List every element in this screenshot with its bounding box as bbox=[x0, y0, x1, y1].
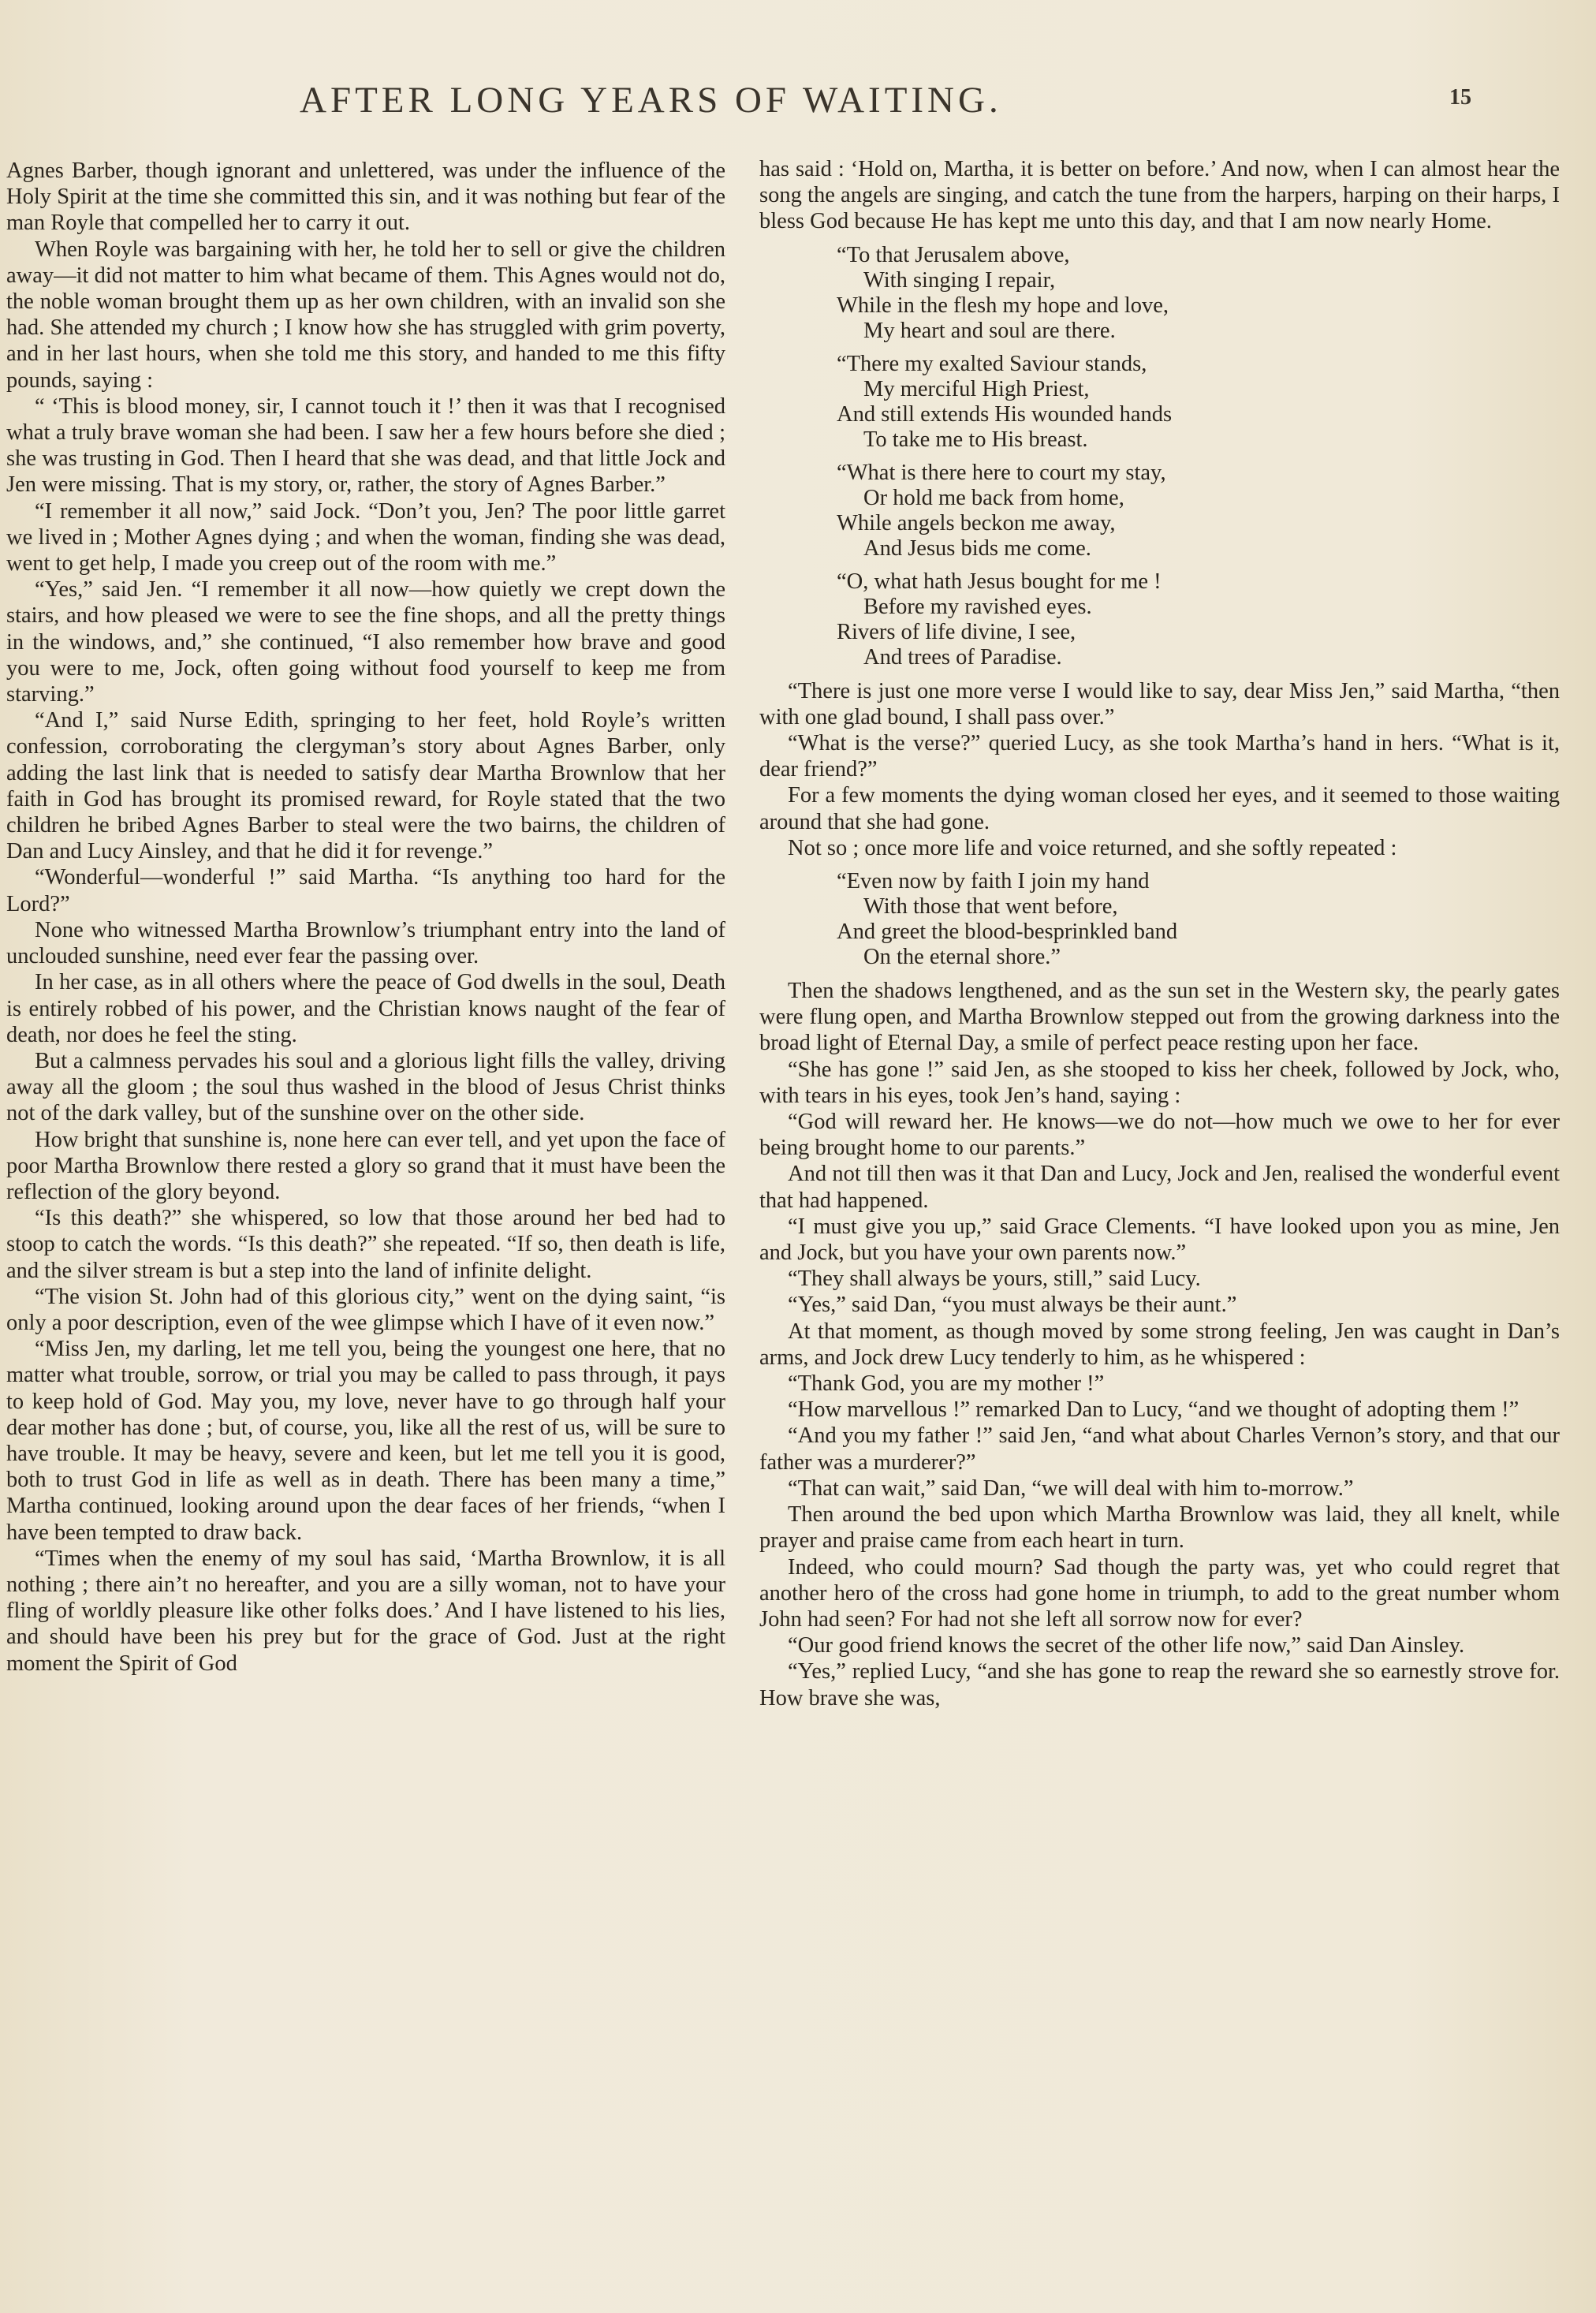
paragraph: None who witnessed Martha Brownlow’s triumphant entry into the land of unclouded sunshine, need ever fear the passing over. bbox=[6, 917, 725, 969]
paragraph: “They shall always be yours, still,” said Lucy. bbox=[788, 1267, 1201, 1292]
paragraph: “Yes,” said Jen. “I remember it all now—how quietly we crept down the stairs, and how pleased we were to see the fine shops, and all the pretty things in the windows, and,” she continued, “I also remember how brave and good you were to me, Jock, often going without food yourself to keep me from starving.” bbox=[6, 577, 725, 707]
verse-line: Before my ravished eyes. bbox=[863, 594, 1092, 619]
right-column bbox=[759, 156, 1560, 1711]
paragraph: “How marvellous !” remarked Dan to Lucy, “and we thought of adopting them !” bbox=[788, 1397, 1520, 1423]
verse-line: And trees of Paradise. bbox=[863, 644, 1062, 670]
verse-line: With singing I repair, bbox=[863, 267, 1056, 293]
paragraph: “Our good friend knows the secret of the other life now,” said Dan Ainsley. bbox=[788, 1633, 1465, 1658]
verse-line: “O, what hath Jesus bought for me ! bbox=[837, 569, 1162, 594]
paragraph: “ ‘This is blood money, sir, I cannot touch it !’ then it was that I recognised what a truly brave woman she had been. I saw her a few hours before she died ; she was trusting in God. Then I heard that she was dead, and that little Jock and Jen were missing. That is my story, or, rather, the story of Agnes Barber.” bbox=[6, 394, 725, 498]
running-header: AFTER LONG YEARS OF WAITING. bbox=[300, 80, 1002, 121]
paragraph: “Times when the enemy of my soul has said, ‘Martha Brownlow, it is all nothing ; there ain’t no hereafter, and you are a silly woman, not to have your fling of worldly pleasure like other folks does.’ And I have listened to his lies, and should have been his prey but for the grace of God. Just at the right moment the Spirit of God bbox=[6, 1546, 725, 1676]
paragraph: In her case, as in all others where the peace of God dwells in the soul, Death is entirely robbed of his power, and the Christian knows naught of the fear of death, nor does he feel the sting. bbox=[6, 970, 725, 1047]
paragraph: “I remember it all now,” said Jock. “Don’t you, Jen? The poor little garret we lived in ; Mother Agnes dying ; and when the woman, finding she was dead, went to get help, I made you creep out of the room with me.” bbox=[6, 498, 725, 576]
paragraph: For a few moments the dying woman closed her eyes, and it seemed to those waiting around that she had gone. bbox=[759, 783, 1560, 834]
stanza bbox=[837, 352, 1560, 453]
paragraph: At that moment, as though moved by some strong feeling, Jen was caught in Dan’s arms, and Jock drew Lucy tenderly to him, as he whispered : bbox=[759, 1319, 1560, 1370]
verse-line: On the eternal shore.” bbox=[863, 945, 1061, 970]
hymn-final-verse bbox=[837, 869, 1560, 970]
paragraph: Indeed, who could mourn? Sad though the party was, yet who could regret that another hero of the cross had gone home in triumph, to add to the great number whom John had seen? For had not she left all sorrow now for ever? bbox=[759, 1554, 1560, 1632]
stanza bbox=[837, 461, 1560, 561]
stanza bbox=[837, 569, 1560, 670]
stanza bbox=[837, 243, 1560, 344]
paragraph: Not so ; once more life and voice returned, and she softly repeated : bbox=[788, 835, 1397, 860]
paragraph: “That can wait,” said Dan, “we will deal with him to-morrow.” bbox=[788, 1475, 1354, 1501]
verse-line: My heart and soul are there. bbox=[863, 318, 1116, 343]
verse-line: “Even now by faith I join my hand bbox=[837, 869, 1150, 894]
verse-line: And greet the blood-besprinkled band bbox=[837, 920, 1178, 945]
paragraph: “And I,” said Nurse Edith, springing to her feet, hold Royle’s written confession, corroborating the clergyman’s story about Agnes Barber, only adding the last link that is needed to satisfy dear Martha Brownlow that her faith in God has brought its promised reward, for Royle stated that the two children he bribed Agnes Barber to steal were the two bairns, the children of Dan and Lucy Ainsley, and that he did it for revenge.” bbox=[6, 708, 725, 864]
verse-line: Rivers of life divine, I see, bbox=[837, 619, 1076, 644]
paragraph: “And you my father !” said Jen, “and what about Charles Vernon’s story, and that our father was a murderer?” bbox=[759, 1423, 1560, 1475]
verse-line: “To that Jerusalem above, bbox=[837, 242, 1070, 267]
verse-line: While in the flesh my hope and love, bbox=[837, 293, 1169, 318]
verse-line: Or hold me back from home, bbox=[863, 485, 1124, 510]
stanza bbox=[837, 869, 1560, 970]
verse-line: While angels beckon me away, bbox=[837, 510, 1116, 535]
paragraph: Then around the bed upon which Martha Brownlow was laid, they all knelt, while prayer and praise came from each heart in turn. bbox=[759, 1502, 1560, 1554]
paragraph: “Yes,” said Dan, “you must always be their aunt.” bbox=[788, 1293, 1237, 1318]
paragraph: “Is this death?” she whispered, so low that those around her bed had to stoop to catch the words. “Is this death?” she repeated. “If so, then death is life, and the silver stream is but a step into the land of infinite delight. bbox=[6, 1206, 725, 1283]
page-number: 15 bbox=[1449, 85, 1471, 110]
paragraph: “Yes,” replied Lucy, “and she has gone to reap the reward she so earnestly strove for. How brave she was, bbox=[759, 1659, 1560, 1711]
paragraph: has said : ‘Hold on, Martha, it is better on before.’ And now, when I can almost hear the song the angels are singing, and catch the tune from the harpers, harping on their harps, I bless God because He has kept me unto this day, and that I am now nearly Home. bbox=[759, 157, 1560, 234]
paragraph: “What is the verse?” queried Lucy, as she took Martha’s hand in hers. “What is it, dear friend?” bbox=[759, 731, 1560, 782]
verse-line: “There my exalted Saviour stands, bbox=[837, 351, 1147, 376]
paragraph: Agnes Barber, though ignorant and unlettered, was under the influence of the Holy Spirit at the time she committed this sin, and it was nothing but fear of the man Royle that compelled her to carry it out. bbox=[6, 159, 725, 236]
verse-line: To take me to His breast. bbox=[863, 427, 1088, 452]
paragraph: “The vision St. John had of this glorious city,” went on the dying saint, “is only a poor description, even of the wee glimpse which I have of it even now.” bbox=[6, 1284, 725, 1335]
verse-line: And Jesus bids me come. bbox=[863, 535, 1091, 561]
verse-line: My merciful High Priest, bbox=[863, 376, 1090, 401]
verse-line: “What is there here to court my stay, bbox=[837, 460, 1166, 485]
left-column bbox=[6, 158, 725, 1677]
paragraph: “Wonderful—wonderful !” said Martha. “Is anything too hard for the Lord?” bbox=[6, 865, 725, 916]
paragraph: “Thank God, you are my mother !” bbox=[788, 1371, 1105, 1397]
paragraph: “There is just one more verse I would like to say, dear Miss Jen,” said Martha, “then with one glad bound, I shall pass over.” bbox=[759, 678, 1560, 729]
paragraph: How bright that sunshine is, none here can ever tell, and yet upon the face of poor Martha Brownlow there rested a glory so grand that it must have been the reflection of the glory beyond. bbox=[6, 1127, 725, 1204]
hymn-verses bbox=[837, 243, 1560, 670]
paragraph: But a calmness pervades his soul and a glorious light fills the valley, driving away all the gloom ; the soul thus washed in the blood of Jesus Christ thinks not of the dark valley, but of the sunshine over on the other side. bbox=[6, 1048, 725, 1126]
verse-line: And still extends His wounded hands bbox=[837, 401, 1173, 427]
paragraph: “I must give you up,” said Grace Clements. “I have looked upon you as mine, Jen and Jock, but you have your own parents now.” bbox=[759, 1214, 1560, 1266]
verse-line: With those that went before, bbox=[863, 894, 1118, 920]
paragraph: “God will reward her. He knows—we do not—how much we owe to her for ever being brought home to our parents.” bbox=[759, 1110, 1560, 1161]
paragraph: “She has gone !” said Jen, as she stooped to kiss her cheek, followed by Jock, who, with tears in his eyes, took Jen’s hand, saying : bbox=[759, 1057, 1560, 1108]
paragraph: “Miss Jen, my darling, let me tell you, being the youngest one here, that no matter what trouble, sorrow, or trial you may be called to pass through, it pays to keep hold of God. May you, my love, never have to go through half your dear mother has done ; but, of course, you, like all the rest of us, will be sure to have trouble. It may be heavy, severe and keen, but let me tell you it is good, both to trust God in life as well as in death. There has been many a time,” Martha continued, looking around upon the dear faces of her friends, “when I have been tempted to draw back. bbox=[6, 1337, 725, 1545]
paragraph: And not till then was it that Dan and Lucy, Jock and Jen, realised the wonderful event that had happened. bbox=[759, 1162, 1560, 1213]
paragraph: When Royle was bargaining with her, he told her to sell or give the children away—it did not matter to him what became of them. This Agnes would not do, the noble woman brought them up as her own children, with an invalid son she had. She attended my church ; I know how she has struggled with grim poverty, and in her last hours, when she told me this story, and handed to me this fifty pounds, saying : bbox=[6, 237, 725, 393]
paragraph: Then the shadows lengthened, and as the sun set in the Western sky, the pearly gates were flung open, and Martha Brownlow stepped out from the growing darkness into the broad light of Eternal Day, a smile of perfect peace resting upon her face. bbox=[759, 979, 1560, 1056]
